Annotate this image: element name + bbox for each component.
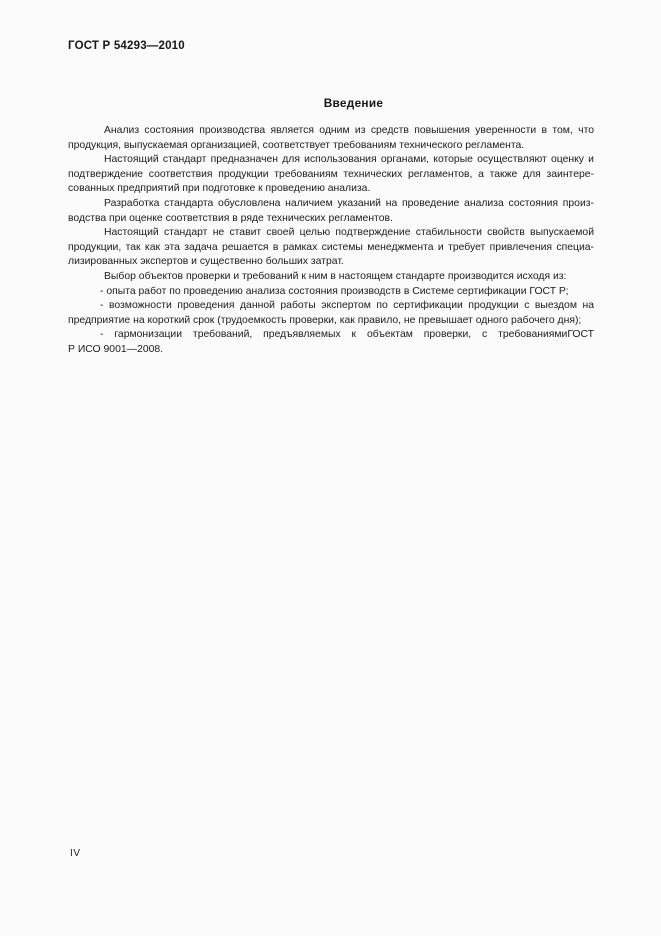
list-item bbox=[68, 328, 594, 357]
page-number: IV bbox=[70, 848, 81, 859]
list-item-text: - гармонизации требований, предъявляемых к объектам проверки, с требованиями bbox=[100, 329, 568, 341]
paragraph: Выбор объектов проверки и требований к ним в настоящем стандарте производится исходя из: bbox=[104, 270, 567, 282]
running-header: ГОСТ Р 54293—2010 bbox=[68, 40, 185, 52]
paragraph: Разработка стандарта обусловлена наличием указаний на проведение анализа состояния произ-водства при оценке соответствия в ряде технических регламентов. bbox=[68, 197, 594, 224]
paragraph: Настоящий стандарт не ставит своей целью подтверждение стабильности свойств выпускаемой продукции, так как эта задача решается в рамках системы менеджмента и требует привлечения специа-лизированных экспертов и существенно больших затрат. bbox=[68, 227, 594, 268]
list-item-continuation: ГОСТ Р ИСО 9001—2008. bbox=[68, 329, 594, 355]
section-title: Введение bbox=[323, 96, 384, 110]
paragraph: Анализ состояния производства является одним из средств повышения уверенности в том, что продукция, выпускаемая организацией, соответствует требованиям технического регламента. bbox=[68, 125, 594, 151]
body-text-block bbox=[68, 124, 594, 358]
paragraph: Настоящий стандарт предназначен для использования органами, которые осуществляют оценку и подтверждение соответствия продукции требованиям технических регламентов, а также для заинтере-сованных предприятий при подготовке к проведению анализа. bbox=[68, 154, 594, 195]
list-item: - опыта работ по проведению анализа состояния производств в Системе сертификации ГОСТ Р; bbox=[100, 285, 569, 297]
list-item: - возможности проведения данной работы экспертом по сертификации продукции с выездом на предприятие на короткий срок (трудоемкость проверки, как правило, не превышает одного рабочего дня); bbox=[68, 300, 594, 326]
